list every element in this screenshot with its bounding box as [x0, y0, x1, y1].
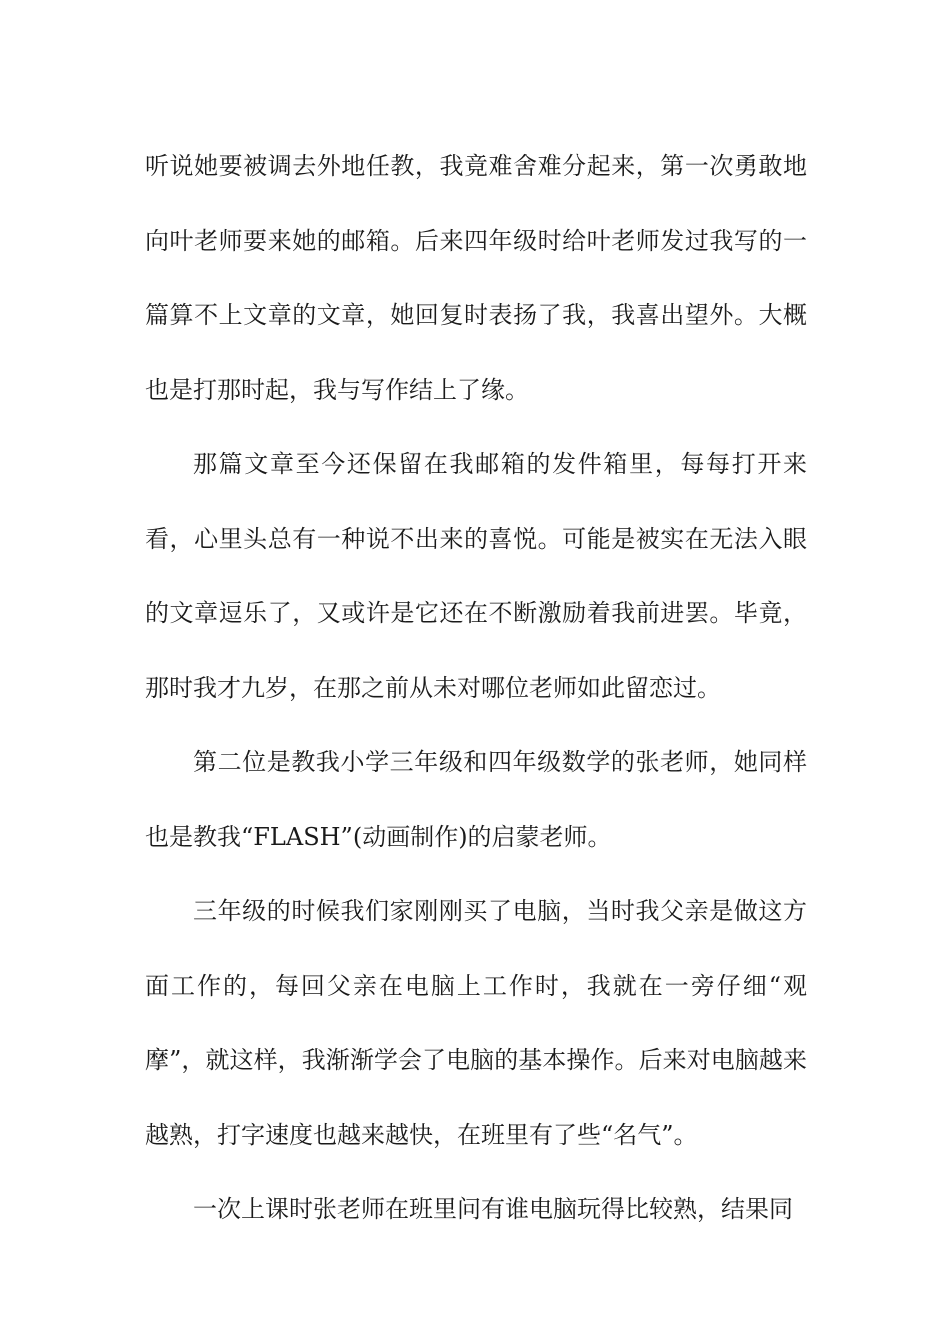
paragraph: 三年级的时候我们家刚刚买了电脑，当时我父亲是做这方面工作的，每回父亲在电脑上工作时，我就在一旁仔细“观摩”，就这样，我渐渐学会了电脑的基本操作。后来对电脑越来越熟，打字速度也越来越快，在班里有了些“名气”。 [145, 897, 807, 1149]
paragraph: 那篇文章至今还保留在我邮箱的发件箱里，每每打开来看，心里头总有一种说不出来的喜悦。可能是被实在无法入眼的文章逗乐了，又或许是它还在不断激励着我前进罢。毕竟，那时我才九岁，在那之前从未对哪位老师如此留恋过。 [145, 450, 807, 702]
paragraph-continuation: 听说她要被调去外地任教，我竟难舍难分起来，第一次勇敢地向叶老师要来她的邮箱。后来四年级时给叶老师发过我写的一篇算不上文章的文章，她回复时表扬了我，我喜出望外。大概也是打那时起，我与写作结上了缘。 [145, 152, 807, 404]
body-text [145, 129, 807, 1247]
paragraph: 一次上课时张老师在班里问有谁电脑玩得比较熟，结果同 [193, 1195, 793, 1223]
paragraph: 第二位是教我小学三年级和四年级数学的张老师，她同样也是教我“FLASH”(动画制作)的启蒙老师。 [145, 748, 807, 851]
